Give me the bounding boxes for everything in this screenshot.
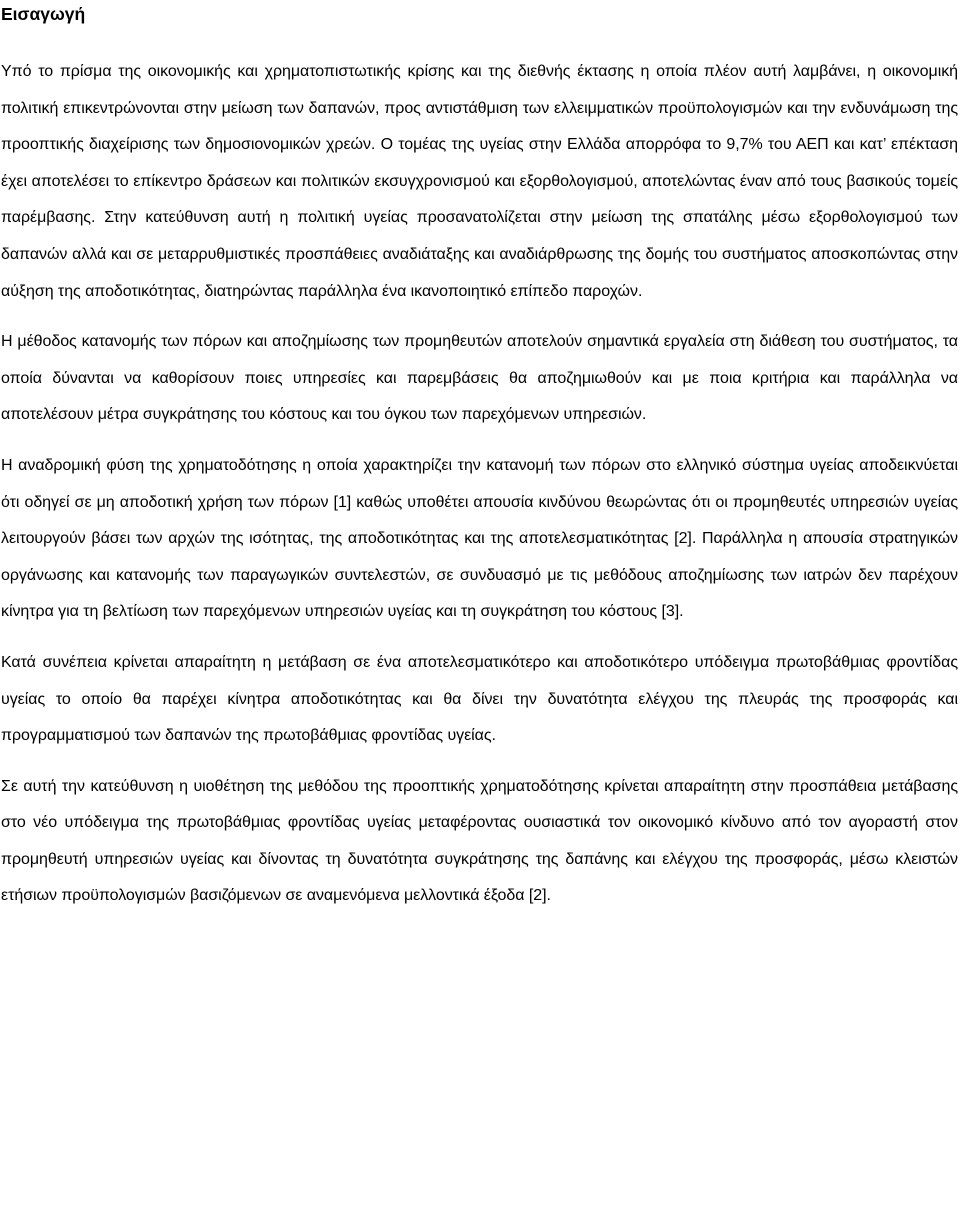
paragraph-4: Κατά συνέπεια κρίνεται απαραίτητη η μετάβαση σε ένα αποτελεσματικότερο και αποδοτικότερο υπόδειγμα πρωτοβάθμιας φροντίδας υγείας το οποίο θα παρέχει κίνητρα αποδοτικότητας και θα δίνει την δυνατότητα ελέγχου της πλευράς της προσφοράς και προγραμματισμού των δαπανών της πρωτοβάθμιας φροντίδας υγείας. [1, 653, 958, 745]
paragraph-2: Η μέθοδος κατανομής των πόρων και αποζημίωσης των προμηθευτών αποτελούν σημαντικά εργαλεία στη διάθεση του συστήματος, τα οποία δύνανται να καθορίσουν ποιες υπηρεσίες και παρεμβάσεις θα αποζημιωθούν και με ποια κριτήρια και παράλληλα να αποτελέσουν μέτρα συγκράτησης του κόστους και του όγκου των παρεχόμενων υπηρεσιών. [1, 333, 958, 424]
section-heading: Εισαγωγή [1, 4, 86, 24]
paragraph-1: Υπό το πρίσμα της οικονομικής και χρηματοπιστωτικής κρίσης και της διεθνής έκτασης η οποία πλέον αυτή λαμβάνει, η οικονομική πολιτική επικεντρώνονται στην μείωση των δαπανών, προς αντιστάθμιση των ελλειμματικών προϋπολογισμών και την ενδυνάμωση της προοπτικής διαχείρισης των δημοσιονομικών χρεών. Ο τομέας της υγείας στην Ελλάδα απορρόφα το 9,7% του ΑΕΠ και κατ’ επέκταση έχει αποτελέσει το επίκεντρο δράσεων και πολιτικών εκσυγχρονισμού και εξορθολογισμού, αποτελώντας έναν από τους βασικούς τομείς παρέμβασης. Στην κατεύθυνση αυτή η πολιτική υγείας προσανατολίζεται στην μείωση της σπατάλης μέσω εξορθολογισμού των δαπανών αλλά και σε μεταρρυθμιστικές προσπάθειες αναδιάταξης και αναδιάρθρωσης της δομής του συστήματος αποσκοπώντας στην αύξηση της αποδοτικότητας, διατηρώντας παράλληλα ένα ικανοποιητικό επίπεδο παροχών. [1, 63, 958, 300]
paragraph-3: Η αναδρομική φύση της χρηματοδότησης η οποία χαρακτηρίζει την κατανομή των πόρων στο ελληνικό σύστημα υγείας αποδεικνύεται ότι οδηγεί σε μη αποδοτική χρήση των πόρων [1] καθώς υποθέτει απουσία κινδύνου θεωρώντας ότι οι προμηθευτές υπηρεσιών υγείας λειτουργούν βάσει των αρχών της ισότητας, της αποδοτικότητας και της αποτελεσματικότητας [2]. Παράλληλα η απουσία στρατηγικών οργάνωσης και κατανομής των παραγωγικών συντελεστών, σε συνδυασμό με τις μεθόδους αποζημίωσης των ιατρών δεν παρέχουν κίνητρα για τη βελτίωση των παρεχόμενων υπηρεσιών υγείας και τη συγκράτηση του κόστους [3]. [1, 456, 958, 621]
paragraph-5: Σε αυτή την κατεύθυνση η υιοθέτηση της μεθόδου της προοπτικής χρηματοδότησης κρίνεται απαραίτητη στην προσπάθεια μετάβασης στο νέο υπόδειγμα της πρωτοβάθμιας φροντίδας υγείας μεταφέροντας ουσιαστικά τον οικονομικό κίνδυνο από τον αγοραστή στον προμηθευτή υπηρεσιών υγείας και δίνοντας τη δυνατότητα συγκράτησης της δαπάνης και ελέγχου της προσφοράς, μέσω κλειστών ετήσιων προϋπολογισμών βασιζόμενων σε αναμενόμενα μελλοντικά έξοδα [2]. [1, 777, 958, 905]
